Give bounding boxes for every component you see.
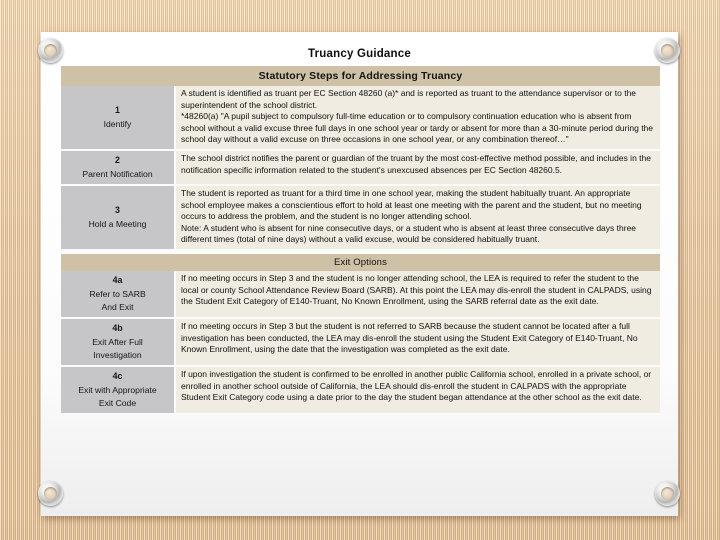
table-row [61, 319, 660, 367]
step-number: 2 [115, 154, 120, 165]
section-header-row [61, 66, 660, 86]
step-body-2 [176, 151, 660, 186]
table-row [61, 367, 660, 415]
grommet-top-left-icon [38, 38, 63, 63]
exit-cell-4a [61, 271, 176, 319]
step-cell-3 [61, 186, 176, 251]
grommet-bottom-left-icon [38, 481, 63, 506]
page-title: Truancy Guidance [308, 48, 411, 60]
exit-options-header: Exit Options [61, 254, 660, 271]
exit-number: 4a [112, 274, 123, 285]
table-row [61, 86, 660, 151]
exit-label-line: And Exit [101, 301, 134, 312]
exit-label-line: Exit Code [98, 397, 137, 408]
exit-body-4b [176, 319, 660, 367]
exit-body-4a [176, 271, 660, 319]
step-paragraph: The school district notifies the parent or guardian of the truant by the most cost-effective method possible, and includes in the notification specific information related to the student's unexcused absences per EC Section 48260.5. [181, 152, 651, 175]
step-body-3 [176, 186, 660, 251]
exit-number: 4b [112, 322, 123, 333]
table-row [61, 151, 660, 186]
exit-paragraph: If no meeting occurs in Step 3 and the student is no longer attending school, the LEA is required to refer the student to the local or county School Attendance Review Board (SARB). At this point the LEA may dis-enroll the student in CALPADS, using the Student Exit Category of E140-Truant, No Known Enrollment, using the SARB referral date as the exit date. [181, 272, 652, 307]
table-row [61, 271, 660, 319]
exit-body-4c [176, 367, 660, 415]
poster-card [41, 32, 678, 516]
grommet-bottom-right-icon [655, 481, 680, 506]
exit-cell-4b [61, 319, 176, 367]
step-body-1 [176, 86, 660, 151]
step-number: 1 [115, 104, 120, 115]
step-paragraph: *48260(a) "A pupil subject to compulsory full-time education or to compulsory continuation education who is absent from school without a valid excuse three full days in one school year or tardy or absent for more than a 30-minute period during the school day without a valid excuse on three occasions in one school year, or any combination thereof…" [181, 111, 654, 145]
exit-label-line: Investigation [93, 349, 142, 360]
exit-label-line: Exit with Appropriate [78, 384, 157, 395]
exit-number: 4c [112, 370, 123, 381]
step-number: 3 [115, 204, 120, 215]
exit-label-line: Refer to SARB [89, 288, 146, 299]
truancy-guidance-table [61, 66, 660, 415]
step-cell-1 [61, 86, 176, 151]
step-label: Hold a Meeting [88, 218, 147, 229]
grommet-top-right-icon [655, 38, 680, 63]
exit-paragraph: If no meeting occurs in Step 3 but the student is not referred to SARB because the student cannot be located after a full investigation has been conducted, the LEA may dis-enroll the student using the Student Exit Category of E140-Truant, No Known Enrollment, using the date that the investigation was completed as the exit date. [181, 320, 638, 355]
step-label: Parent Notification [82, 168, 153, 179]
table-row [61, 186, 660, 251]
step-cell-2 [61, 151, 176, 186]
exit-header-row [61, 254, 660, 271]
step-paragraph: Note: A student who is absent for nine consecutive days, or a student who is absent at least three consecutive days three different times (total of nine days) without a valid excuse, would be considered habitually truant. [181, 222, 637, 245]
exit-label-line: Exit After Full [92, 336, 143, 347]
step-paragraph: The student is reported as truant for a third time in one school year, making the student habitually truant. An appropriate school employee makes a conscientious effort to hold at least one meeting with the parent and the student, but no meeting occurs to address the problem, and the student is no longer attending school. [181, 187, 642, 222]
exit-paragraph: If upon investigation the student is confirmed to be enrolled in another public California school, enrolled in a private school, or enrolled in another school outside of California, the LEA should dis-enroll the student in CALPADS with the appropriate Student Exit Category code using a date prior to the day the student began attendance at the other school as the exit date. [181, 368, 652, 403]
exit-cell-4c [61, 367, 176, 415]
step-paragraph: A student is identified as truant per EC Section 48260 (a)* and is reported as truant to the attendance supervisor or to the superintendent of the school district. [181, 88, 637, 110]
step-label: Identify [103, 118, 132, 129]
statutory-steps-header: Statutory Steps for Addressing Truancy [61, 66, 660, 86]
